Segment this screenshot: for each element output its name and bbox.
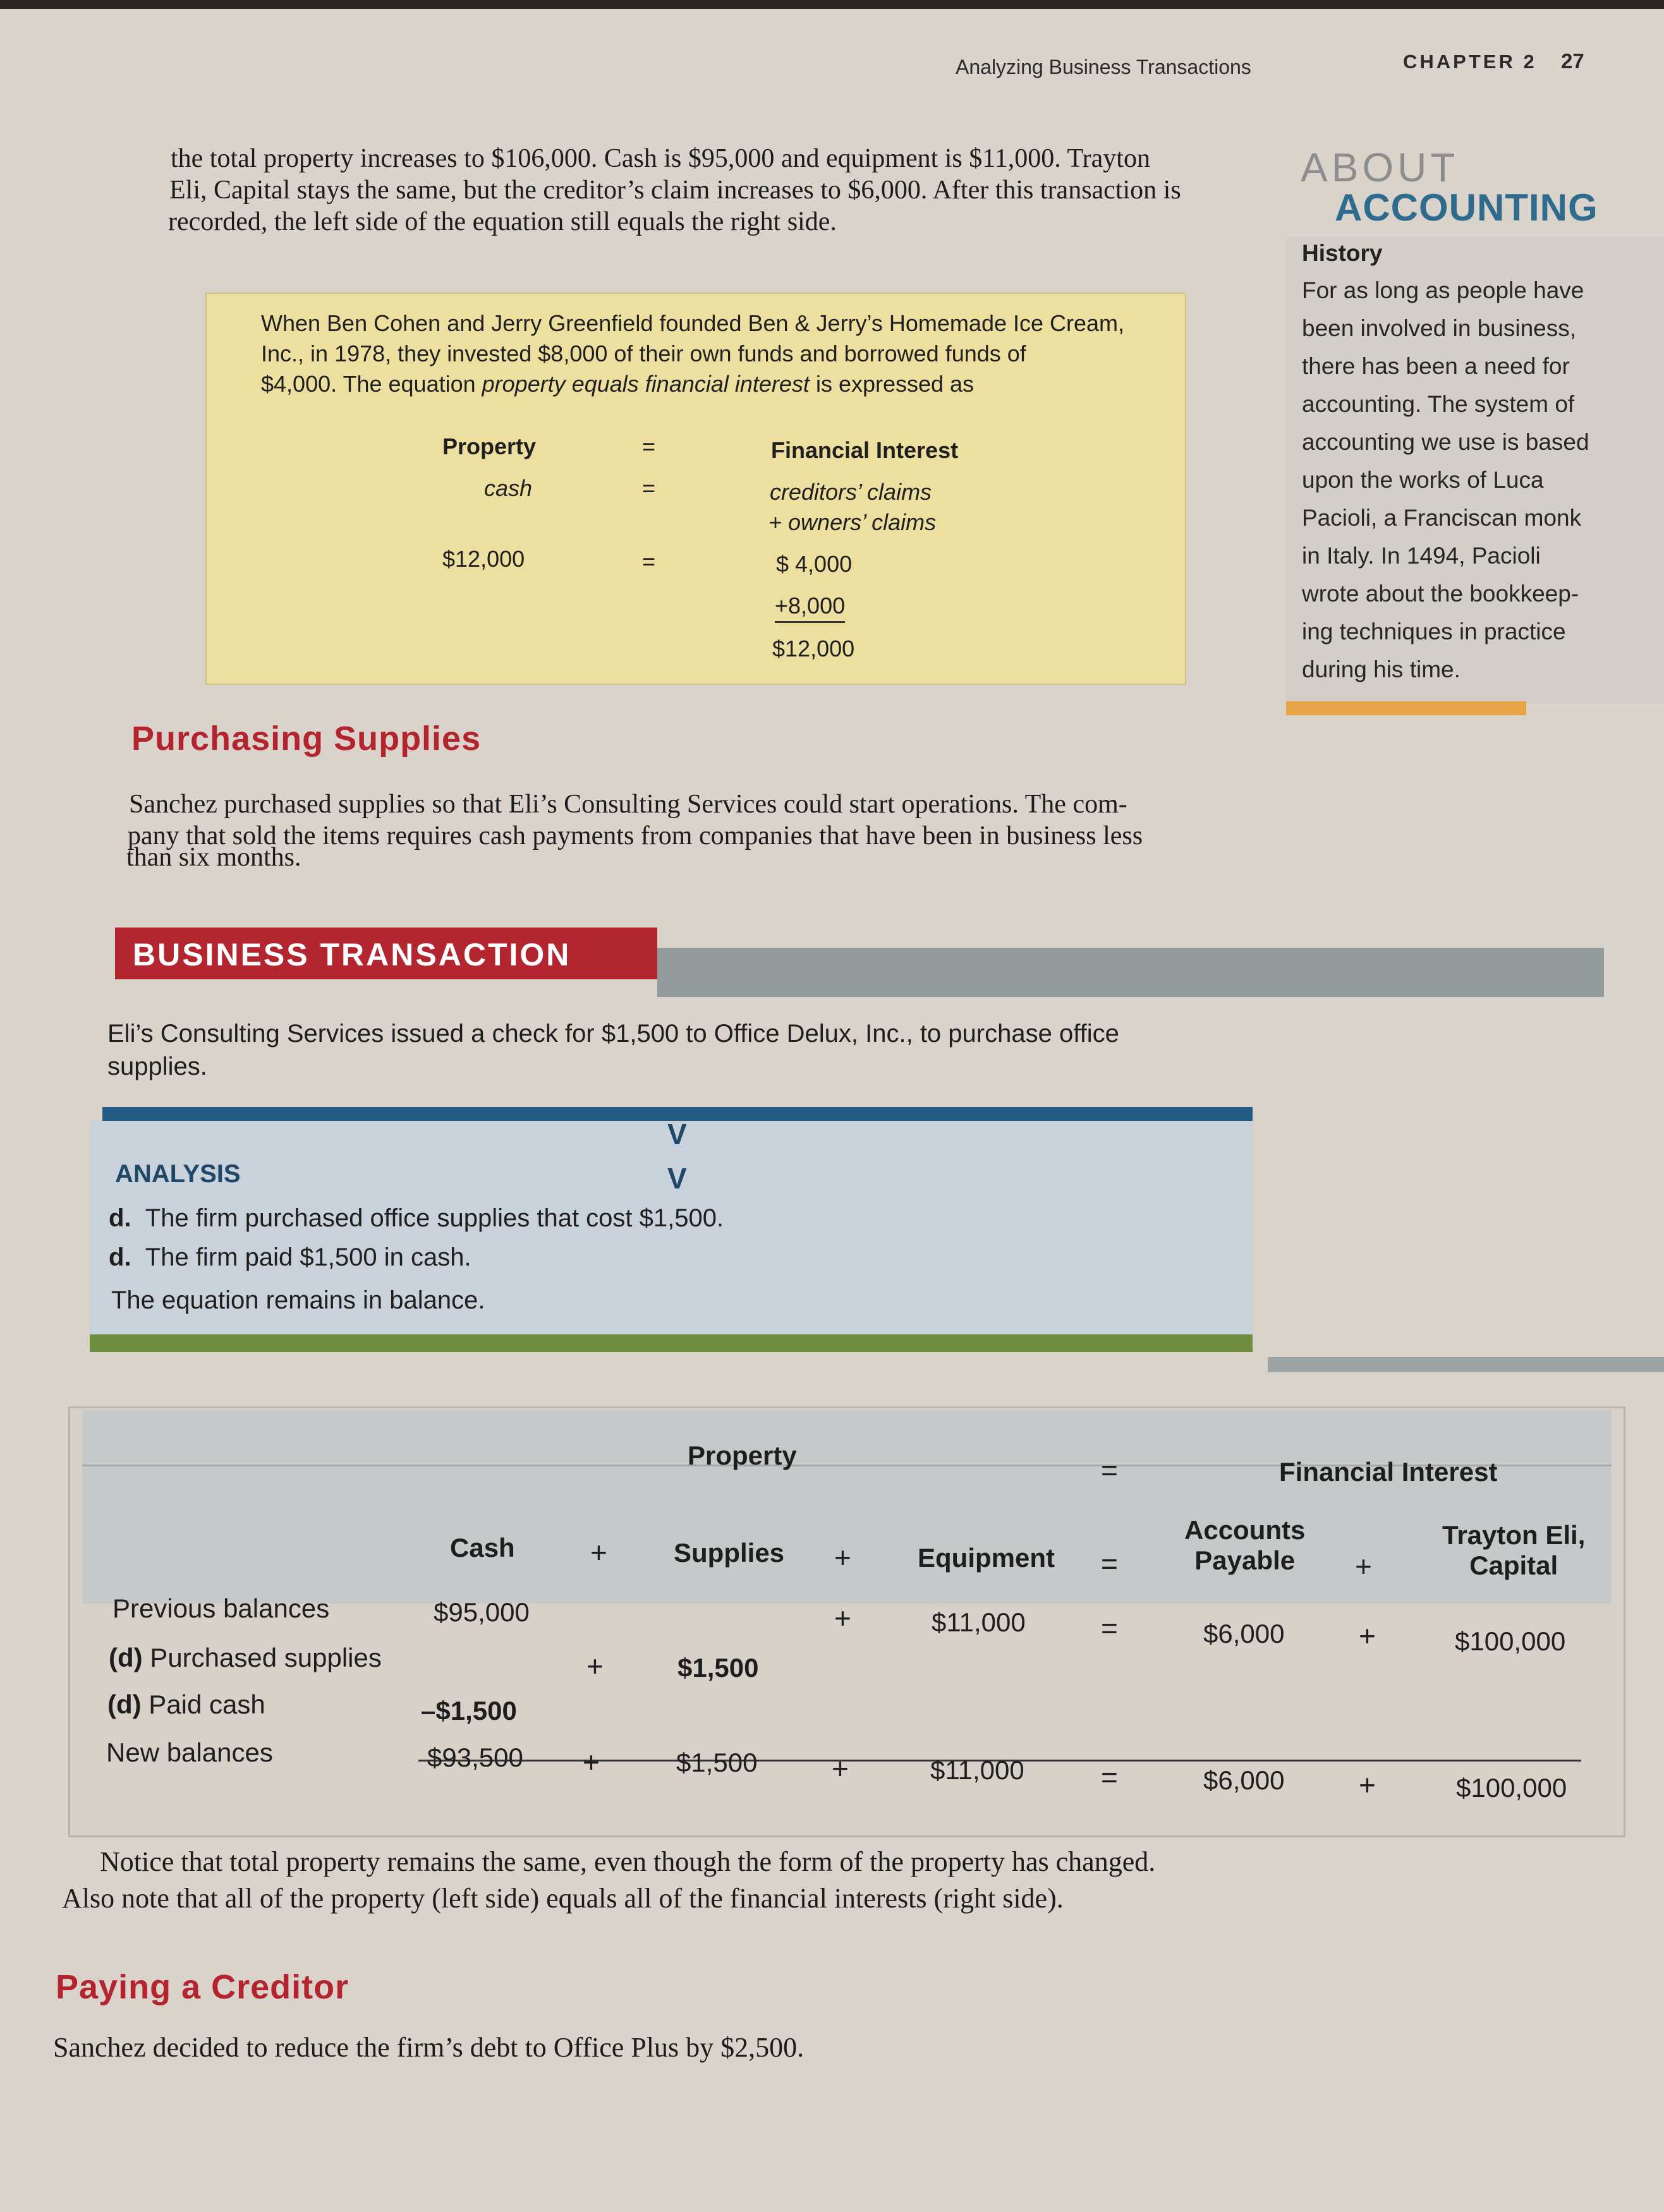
transaction-text [107,1017,1283,1083]
plus-sign: + [1355,1550,1372,1583]
intro-line-2: Eli, Capital stays the same, but the creditor’s claim increases to $6,000. After this transaction is [169,176,1181,205]
group-financial-interest: Financial Interest [1279,1457,1498,1487]
plus-sign: + [1359,1768,1376,1801]
plus-sign: + [1359,1619,1376,1652]
sidebar-line: ing techniques in practice [1302,619,1566,644]
equals-sign: = [1101,1547,1118,1580]
cell-cash-paid: –$1,500 [421,1696,517,1725]
col-cash: Cash [450,1533,515,1562]
example-intro [261,308,1171,399]
sidebar-body [1302,272,1656,689]
plus-sign: + [583,1746,600,1779]
sidebar-line: upon the works of Luca [1302,467,1544,493]
sidebar-line: in Italy. In 1494, Pacioli [1302,543,1541,569]
col-supplies: Supplies [674,1538,785,1568]
notice-line-1: Notice that total property remains the same, even though the form of the property has changed. [100,1846,1156,1877]
row-label-previous: Previous balances [112,1593,330,1623]
chevron-down-icon: V [667,1118,687,1151]
sidebar-line: there has been a need for [1302,353,1570,379]
equals-sign: = [1101,1612,1118,1645]
example-owners-claims: + owners’ claims [768,509,937,535]
col-equipment: Equipment [918,1543,1055,1573]
cell-cash-new: $93,500 [427,1743,523,1772]
purchasing-line-1: Sanchez purchased supplies so that Eli’s Consulting Services could start operations. The com- [129,790,1127,819]
cell-supplies-purchased: $1,500 [677,1653,759,1683]
cell-supplies-new: $1,500 [676,1748,758,1777]
group-property: Property [688,1441,797,1470]
example-intro-line-3: $4,000. The equation property equals financial interest is expressed as [261,371,975,397]
example-equals: = [642,433,656,459]
sidebar-line: during his time. [1302,656,1461,682]
transaction-banner-gray [657,948,1604,997]
transaction-line-1: Eli’s Consulting Services issued a check for $1,500 to Office Delux, Inc., to purchase office [107,1020,1119,1048]
transaction-line-2: supplies. [107,1053,207,1080]
sidebar-title: History [1302,240,1383,266]
accounting-heading: ACCOUNTING [1335,186,1598,229]
analysis-item: d. The firm purchased office supplies that cost $1,500. [109,1204,724,1232]
row-label-new: New balances [106,1738,273,1767]
analysis-gray-strip [1268,1357,1664,1372]
paying-creditor-heading: Paying a Creditor [56,1968,349,2006]
paying-line-1: Sanchez decided to reduce the firm’s debt to Office Plus by $2,500. [53,2032,805,2063]
example-col-financial: Financial Interest [771,437,959,463]
example-intro-line-2: Inc., in 1978, they invested $8,000 of their own funds and borrowed funds of [261,341,1026,366]
example-col-property: Property [442,433,537,459]
purchasing-line-2: pany that sold the items requires cash payments from companies that have been in business less [128,821,1143,850]
cell-ap-previous: $6,000 [1203,1619,1285,1648]
chevron-down-icon: V [667,1162,687,1195]
example-financial-total: $12,000 [772,636,855,662]
row-label-paid: (d) Paid cash [107,1689,265,1719]
equals-sign: = [1101,1761,1118,1794]
plus-sign: + [834,1602,851,1635]
sidebar-line: wrote about the bookkeep- [1302,581,1579,607]
example-cash: cash [484,475,533,501]
analysis-conclusion: The equation remains in balance. [111,1286,485,1314]
plus-sign: + [586,1650,604,1683]
intro-line-3: recorded, the left side of the equation still equals the right side. [168,207,837,236]
sidebar-line: accounting we use is based [1302,429,1589,455]
plus-sign: + [590,1536,607,1569]
row-label-purchased: (d) Purchased supplies [109,1643,382,1672]
example-creditors-claims: creditors’ claims [770,479,932,505]
group-equals: = [1101,1454,1118,1487]
top-edge-bar [0,0,1664,9]
purchasing-line-3: than six months. [126,843,301,872]
analysis-bottom-bar [90,1334,1253,1352]
notice-line-2: Also note that all of the property (left side) equals all of the financial interests (right side). [62,1883,1064,1914]
cell-equipment-previous: $11,000 [932,1607,1026,1637]
sidebar-line: been involved in business, [1302,315,1577,341]
example-intro-line-1: When Ben Cohen and Jerry Greenfield founded Ben & Jerry’s Homemade Ice Cream, [261,310,1125,336]
purchasing-supplies-heading: Purchasing Supplies [131,720,482,758]
analysis-item: d. The firm paid $1,500 in cash. [109,1243,471,1271]
cell-ap-new: $6,000 [1203,1765,1285,1795]
equation-table-header [82,1410,1612,1604]
page-number: 27 [1561,49,1584,73]
transaction-banner-label: BUSINESS TRANSACTION [133,937,571,972]
sidebar-line: For as long as people have [1302,277,1584,303]
example-property-total: $12,000 [442,546,525,572]
plus-sign: + [834,1541,851,1574]
chapter-label: CHAPTER 2 [1403,51,1537,73]
transaction-banner [115,928,657,979]
sidebar-line: Pacioli, a Franciscan monk [1302,505,1582,531]
example-creditor-amount: $ 4,000 [776,551,853,577]
running-title: Analyzing Business Transactions [956,56,1251,78]
col-owner-capital: Trayton Eli, Capital [1442,1520,1586,1580]
example-owner-amount: +8,000 [775,593,845,619]
sidebar-accent-bar [1286,701,1526,715]
cell-capital-previous: $100,000 [1455,1626,1566,1656]
col-accounts-payable: Accounts Payable [1184,1515,1306,1575]
cell-equipment-new: $11,000 [930,1755,1024,1785]
sidebar-line: accounting. The system of [1302,391,1575,417]
analysis-heading: ANALYSIS [115,1160,241,1188]
plus-sign: + [832,1752,849,1785]
cell-capital-new: $100,000 [1456,1773,1567,1803]
example-equals: = [642,475,656,501]
about-heading: ABOUT [1301,145,1459,190]
example-equals: = [642,548,656,574]
intro-line-1: the total property increases to $106,000. Cash is $95,000 and equipment is $11,000. Trayton [171,144,1150,173]
cell-cash-previous: $95,000 [434,1597,530,1627]
